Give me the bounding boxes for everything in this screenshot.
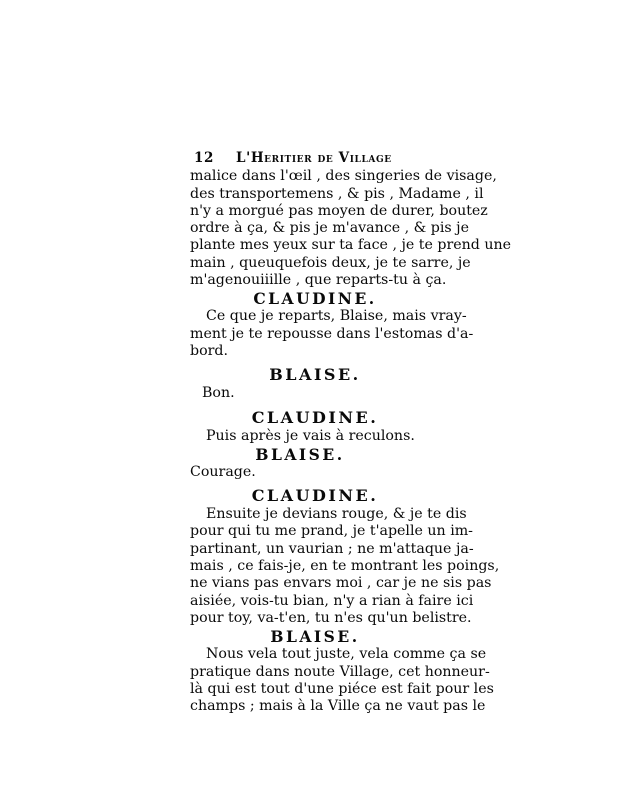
speaker-name: BLAISE. <box>255 444 345 464</box>
text-line: main , queuquefois deux, je te sarre, je <box>190 254 471 271</box>
text-line: plante mes yeux sur ta face , je te prend une <box>190 237 512 254</box>
speaker-name: BLAISE. <box>269 365 361 385</box>
speaker-name: CLAUDINE. <box>251 486 379 506</box>
text-line: malice dans l'œil , des singeries de visage, <box>190 168 497 185</box>
text-line: pratique dans noute Village, cet honneur- <box>190 663 490 680</box>
text-line: mais , ce fais-je, en te montrant les poings, <box>190 558 500 575</box>
text-line: Nous vela tout juste, vela comme ça se <box>206 646 487 663</box>
speaker-name: CLAUDINE. <box>251 407 379 427</box>
text-line: Ce que je reparts, Blaise, mais vray- <box>206 308 467 325</box>
text-line: n'y a morgué pas moyen de durer, boutez <box>190 202 488 219</box>
text-line: Ensuite je devians rouge, & je te dis <box>206 506 467 523</box>
text-line: ne vians pas envars moi , car je ne sis pas <box>190 575 492 592</box>
text-line: m'agenouiiille , que reparts-tu à ça. <box>190 272 447 289</box>
running-title: L'Heritier de Village <box>236 150 392 166</box>
text-line: pour qui tu me prand, je t'apelle un im- <box>190 523 473 540</box>
text-line: ordre à ça, & pis je m'avance , & pis je <box>190 220 469 237</box>
speaker-name: BLAISE. <box>270 627 360 647</box>
text-line: aisiée, vois-tu bian, n'y a rian à faire ici <box>190 592 474 609</box>
text-line: partinant, un vaurian ; ne m'attaque ja- <box>190 540 474 557</box>
text-line: des transportemens , & pis , Madame , il <box>190 185 484 202</box>
text-line: bord. <box>190 342 228 359</box>
text-line: champs ; mais à la Ville ça ne vaut pas le <box>190 698 486 715</box>
text-line: ment je te repousse dans l'estomas d'a- <box>190 325 474 342</box>
running-head <box>190 150 440 167</box>
text-line: Courage. <box>190 463 256 480</box>
page-number: 12 <box>194 150 214 166</box>
text-line: là qui est tout d'une piéce est fait pour les <box>190 680 494 697</box>
text-line: pour toy, va-t'en, tu n'es qu'un belistre. <box>190 609 472 626</box>
text-line: Bon. <box>202 385 235 402</box>
speaker-name: CLAUDINE. <box>253 289 377 309</box>
text-line: Puis après je vais à reculons. <box>206 427 415 444</box>
page-text-block <box>190 150 512 715</box>
